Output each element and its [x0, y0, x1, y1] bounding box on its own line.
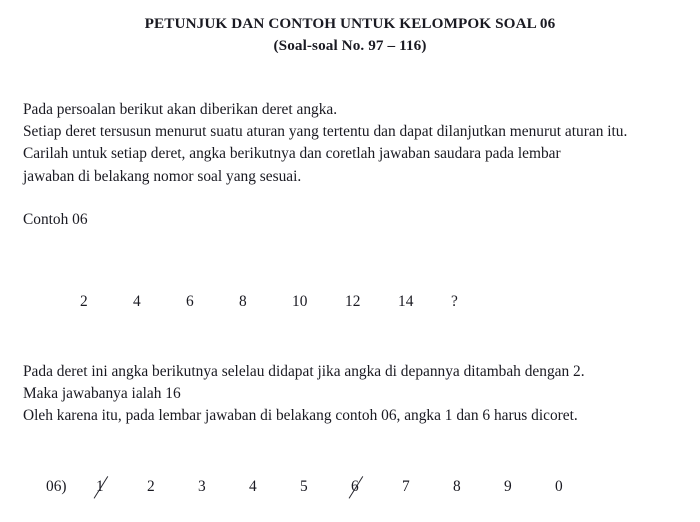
- explanation-line-1: Pada deret ini angka berikutnya selelau didapat jika angka di depannya ditambah dengan 2.: [23, 363, 585, 380]
- intro-line-3: [23, 143, 680, 187]
- intro-line-2: Setiap deret tersusun menurut suatu aturan yang tertentu dan dapat dilanjutkan menurut aturan itu.: [23, 123, 628, 141]
- answer-option-digit: 5: [300, 478, 308, 495]
- answer-option-digit: 0: [555, 478, 563, 495]
- sequence-item: 8: [239, 293, 247, 310]
- sequence-item: 6: [186, 293, 194, 310]
- answer-option-digit: 3: [198, 478, 206, 495]
- title-block: [0, 13, 700, 56]
- page-title: PETUNJUK DAN CONTOH UNTUK KELOMPOK SOAL 06: [144, 15, 556, 32]
- explanation-line-3: Oleh karena itu, pada lembar jawaban di belakang contoh 06, angka 1 dan 6 harus dicoret.: [23, 407, 578, 425]
- answer-option[interactable]: [452, 477, 503, 497]
- explanation-line-2: Maka jawabanya ialah 16: [23, 385, 181, 403]
- sequence-item: 14: [398, 293, 414, 310]
- answer-option-struck[interactable]: [95, 477, 146, 497]
- answer-option-digit: 9: [504, 478, 512, 495]
- intro-spacer: [23, 188, 680, 209]
- answer-option[interactable]: [197, 477, 248, 497]
- answer-option-digit: 1: [96, 478, 104, 495]
- answer-option-digit: 6: [351, 478, 359, 495]
- answer-option[interactable]: [146, 477, 197, 497]
- sequence-item: 4: [133, 293, 141, 310]
- sequence-item: 2: [80, 293, 88, 310]
- answer-option[interactable]: [248, 477, 299, 497]
- intro-line-1: Pada persoalan berikut akan diberikan deret angka.: [23, 101, 338, 118]
- sequence-item: 10: [292, 293, 308, 310]
- answer-option-struck[interactable]: [350, 477, 401, 497]
- answer-row: [46, 477, 605, 497]
- example-label: Contoh 06: [23, 210, 88, 228]
- sequence-item: 12: [345, 293, 361, 310]
- answer-option[interactable]: [503, 477, 554, 497]
- page-subtitle: (Soal-soal No. 97 – 116): [273, 36, 427, 54]
- explanation-section: [23, 361, 680, 428]
- intro-line-3-last: jawaban di belakang nomor soal yang sesuai.: [23, 167, 302, 185]
- sequence-item: ?: [451, 293, 458, 310]
- intro-line-3-main: Carilah untuk setiap deret, angka berikutnya dan coretlah jawaban saudara pada lembar: [23, 145, 561, 163]
- answer-option[interactable]: [554, 477, 605, 497]
- intro-section: [23, 99, 680, 231]
- answer-option-digit: 2: [147, 478, 155, 495]
- answer-option[interactable]: [299, 477, 350, 497]
- answer-option-digit: 8: [453, 478, 461, 495]
- answer-row-number-label: 06): [46, 478, 67, 495]
- answer-option[interactable]: [401, 477, 452, 497]
- answer-option-digit: 7: [402, 478, 410, 495]
- example-sequence: [80, 292, 504, 312]
- answer-option-digit: 4: [249, 478, 257, 495]
